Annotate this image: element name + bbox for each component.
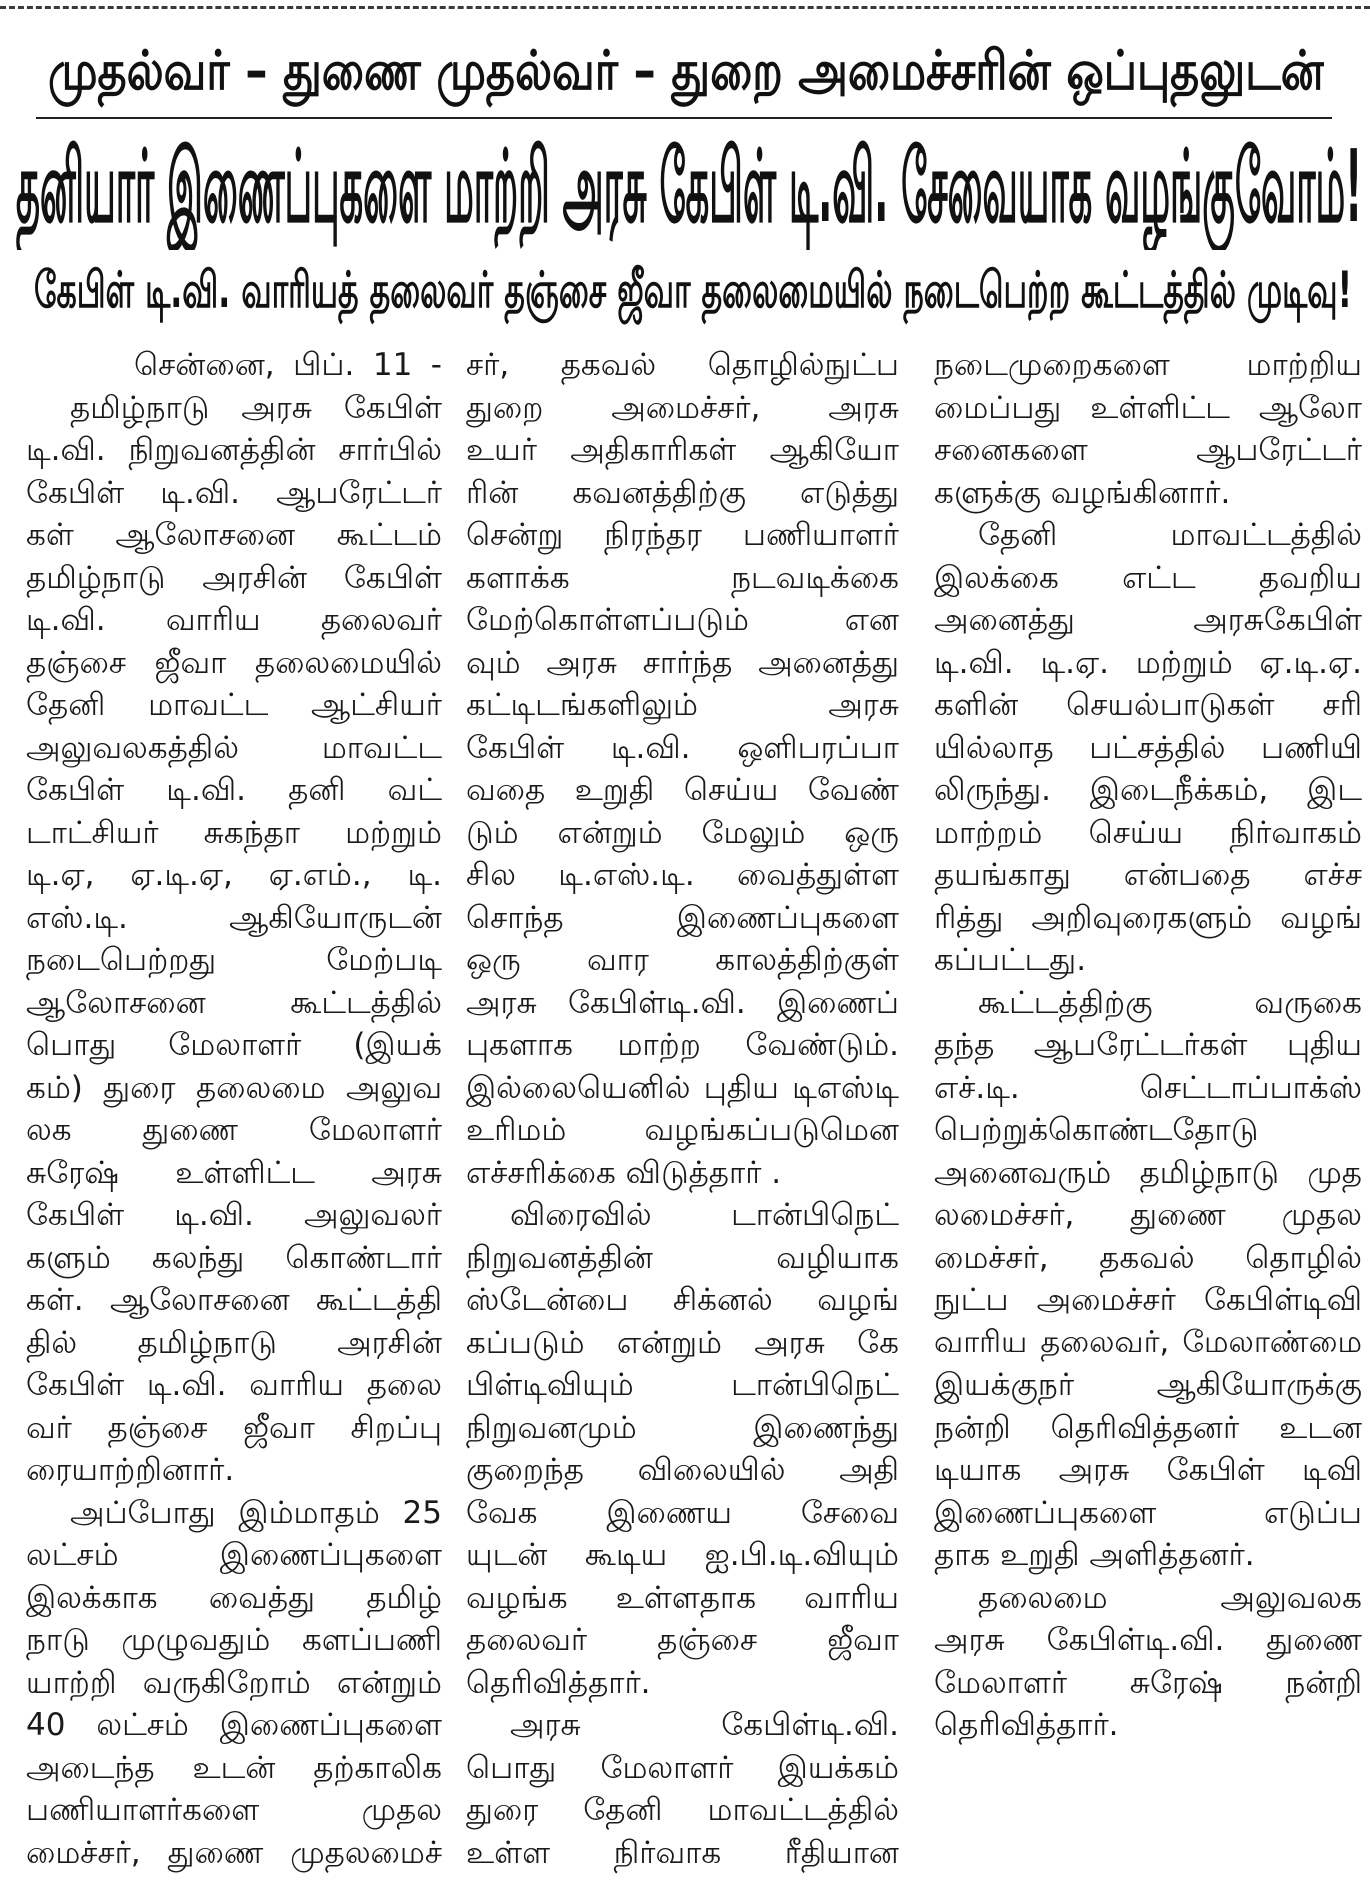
- text-line: அப்போது இம்மாதம் 25: [70, 1494, 442, 1531]
- text-line: வர் தஞ்சை ஜீவா சிறப்பு: [26, 1409, 442, 1446]
- text-line: தஞ்சை ஜீவா தலைமையில்: [26, 644, 442, 681]
- text-line: கள் ஆலோசனை கூட்டம்: [26, 517, 442, 553]
- text-line: நிறுவனத்தின் வழியாக: [466, 1239, 899, 1276]
- text-line: லமைச்சர், துணை முதல: [934, 1197, 1362, 1233]
- text-line: நுட்ப அமைச்சர் கேபிள்டிவி: [934, 1282, 1362, 1318]
- text-line: கேபிள் டி.வி. அலுவலர்: [26, 1197, 442, 1233]
- text-line: சொந்த இணைப்புகளை: [466, 899, 899, 936]
- text-line: களுக்கு வழங்கினார்.: [934, 474, 1231, 511]
- text-line: கட்டிடங்களிலும் அரசு: [466, 687, 899, 723]
- subheadline-text: கேபிள் டி.வி. வாரியத் தலைவர் தஞ்சை ஜீவா தலைமையில் நடைபெற்ற கூட்டத்தில் முடிவு!: [34, 261, 1352, 319]
- text-line: தில் தமிழ்நாடு அரசின்: [26, 1324, 442, 1361]
- text-line: ரின் கவனத்திற்கு எடுத்து: [466, 474, 899, 511]
- text-line: கப்படும் என்றும் அரசு கே: [466, 1324, 899, 1361]
- text-line: டி.வி. டி.ஏ. மற்றும் ஏ.டி.ஏ.: [934, 644, 1362, 681]
- text-line: யுடன் கூடிய ஐ.பி.டி.வியும்: [466, 1537, 899, 1573]
- kicker-text: முதல்வர் – துணை முதல்வர் – துறை அமைச்சரின் ஒப்புதலுடன்: [48, 39, 1324, 102]
- text-line: சென்று நிரந்தர பணியாளர்: [466, 517, 899, 553]
- text-line: லிருந்து. இடைநீக்கம், இட: [934, 772, 1362, 808]
- text-line: அனைவரும் தமிழ்நாடு முத: [934, 1154, 1362, 1191]
- text-line: நடைமுறைகளை மாற்றிய: [934, 347, 1362, 383]
- text-line: வாரிய தலைவர், மேலாண்மை: [934, 1324, 1362, 1360]
- text-line: நிறுவனமும் இணைந்து: [466, 1409, 899, 1446]
- text-line: லட்சம் இணைப்புகளை: [26, 1537, 442, 1573]
- text-line: இலக்கை எட்ட தவறிய: [934, 559, 1362, 596]
- text-line: டியாக அரசு கேபிள் டிவி: [934, 1452, 1362, 1488]
- headline-text: தனியார் இணைப்புகளை மாற்றி அரசு கேபிள் டி.வி. சேவையாக வழங்குவோம்!: [16, 128, 1362, 245]
- text-line: கள். ஆலோசனை கூட்டத்தி: [26, 1282, 442, 1318]
- text-line: சில டி.எஸ்.டி. வைத்துள்ள: [466, 857, 899, 893]
- text-line: தமிழ்நாடு அரசு கேபிள்: [70, 389, 442, 426]
- paragraph: [466, 1704, 899, 1874]
- text-line: அரசு கேபிள்டி.வி. இணைப்: [466, 984, 899, 1021]
- text-line: இணைப்புகளை எடுப்ப: [934, 1494, 1362, 1531]
- text-line: ரையாற்றினார்.: [26, 1452, 235, 1488]
- text-line: வும் அரசு சார்ந்த அனைத்து: [466, 644, 899, 681]
- text-line: மைப்பது உள்ளிட்ட ஆலோ: [934, 389, 1362, 426]
- text-line: லக துணை மேலாளர்: [26, 1112, 442, 1148]
- text-line: அலுவலகத்தில் மாவட்ட: [26, 729, 442, 766]
- article-column-3: [934, 344, 1362, 1880]
- paragraph: [934, 1577, 1362, 1747]
- text-line: உள்ள நிர்வாக ரீதியான: [466, 1834, 899, 1871]
- text-line: களும் கலந்து கொண்டார்: [26, 1239, 442, 1276]
- text-line: மைச்சர், துணை முதலமைச்: [26, 1834, 442, 1871]
- text-line: பொது மேலாளர் (இயக்: [26, 1027, 442, 1063]
- text-line: வேக இணைய சேவை: [466, 1494, 899, 1531]
- article-column-1: [26, 344, 442, 1880]
- paragraph: [934, 514, 1362, 982]
- text-line: அரசு கேபிள்டி.வி. துணை: [934, 1622, 1362, 1658]
- text-line: மேலாளர் சுரேஷ் நன்றி: [934, 1664, 1362, 1701]
- text-line: அனைத்து அரசுகேபிள்: [934, 602, 1362, 638]
- text-line: தாக உறுதி அளித்தனர்.: [934, 1537, 1255, 1573]
- text-line: தேனி மாவட்டத்தில்: [978, 517, 1362, 553]
- text-line: தந்த ஆபரேட்டர்கள் புதிய: [934, 1027, 1362, 1063]
- text-line: தயங்காது என்பதை எச்ச: [934, 857, 1362, 893]
- text-line: தமிழ்நாடு அரசின் கேபிள்: [26, 559, 442, 596]
- text-line: ஸ்டேன்பை சிக்னல் வழங்: [466, 1282, 899, 1318]
- text-line: பெற்றுக்கொண்டதோடு: [934, 1112, 1259, 1148]
- article-column-2: [466, 344, 899, 1880]
- text-line: தெரிவித்தார்.: [934, 1707, 1119, 1743]
- text-line: பிள்டிவியும் டான்பிநெட்: [466, 1367, 899, 1403]
- text-line: யில்லாத பட்சத்தில் பணியி: [934, 729, 1362, 766]
- text-line: எஸ்.டி. ஆகியோருடன்: [26, 899, 442, 936]
- text-line: கூட்டத்திற்கு வருகை: [978, 984, 1362, 1021]
- text-line: டி.வி. நிறுவனத்தின் சார்பில்: [26, 432, 442, 468]
- text-line: எச்.டி. செட்டாப்பாக்ஸ்: [934, 1069, 1362, 1106]
- text-line: கம்) துரை தலைமை அலுவ: [26, 1069, 442, 1106]
- paragraph: [934, 344, 1362, 514]
- kicker-rule: [36, 117, 1332, 119]
- text-line: தலைமை அலுவலக: [978, 1579, 1362, 1616]
- text-line: எச்சரிக்கை விடுத்தார் .: [466, 1154, 782, 1191]
- text-line: களின் செயல்பாடுகள் சரி: [934, 687, 1362, 723]
- text-line: குறைந்த விலையில் அதி: [466, 1452, 899, 1488]
- text-line: அரசு கேபிள்டி.வி.: [510, 1707, 899, 1743]
- paragraph: [466, 344, 899, 1194]
- text-line: துரை தேனி மாவட்டத்தில்: [466, 1792, 899, 1828]
- text-line: சுரேஷ் உள்ளிட்ட அரசு: [26, 1154, 442, 1191]
- paragraph: [934, 982, 1362, 1577]
- text-line: வதை உறுதி செய்ய வேண்: [466, 772, 899, 808]
- text-line: இயக்குநர் ஆகியோருக்கு: [934, 1367, 1362, 1403]
- text-line: யாற்றி வருகிறோம் என்றும்: [26, 1664, 442, 1701]
- text-line: டி.ஏ, ஏ.டி.ஏ, ஏ.எம்., டி.: [26, 857, 442, 893]
- text-line: விரைவில் டான்பிநெட்: [510, 1197, 899, 1233]
- text-line: சர், தகவல் தொழில்நுட்ப: [466, 347, 899, 383]
- text-line: நாடு முழுவதும் களப்பணி: [26, 1622, 442, 1658]
- paragraph: [26, 1492, 442, 1875]
- text-line: உயர் அதிகாரிகள் ஆகியோ: [466, 432, 899, 468]
- text-line: ஆலோசனை கூட்டத்தில்: [26, 984, 442, 1021]
- kicker: [48, 28, 1324, 114]
- text-line: மாற்றம் செய்ய நிர்வாகம்: [934, 814, 1362, 851]
- text-line: கேபிள் டி.வி. வாரிய தலை: [26, 1367, 442, 1403]
- text-line: களாக்க நடவடிக்கை: [466, 559, 899, 596]
- text-line: பணியாளர்களை முதல: [26, 1792, 442, 1828]
- text-line: இலக்காக வைத்து தமிழ்: [26, 1579, 442, 1616]
- text-line: உரிமம் வழங்கப்படுமென: [466, 1112, 899, 1148]
- text-line: துறை அமைச்சர், அரசு: [466, 389, 899, 426]
- text-line: டும் என்றும் மேலும் ஒரு: [466, 814, 899, 851]
- text-line: கேபிள் டி.வி. தனி வட்: [26, 772, 442, 808]
- text-line: இல்லையெனில் புதிய டிஎஸ்டி: [466, 1069, 899, 1106]
- text-line: கேபிள் டி.வி. ஆபரேட்டர்: [26, 474, 442, 511]
- dashed-cut-border: [0, 6, 1370, 9]
- subheadline: [34, 252, 1352, 328]
- text-line: தேனி மாவட்ட ஆட்சியர்: [26, 687, 442, 723]
- text-line: நடைபெற்றது மேற்படி: [26, 942, 442, 978]
- text-line: 40 லட்சம் இணைப்புகளை: [26, 1707, 442, 1743]
- text-line: அடைந்த உடன் தற்காலிக: [26, 1749, 442, 1786]
- text-line: டாட்சியர் சுகந்தா மற்றும்: [26, 814, 442, 851]
- dateline: சென்னை, பிப். 11 -: [134, 347, 442, 383]
- paragraph: [466, 1194, 899, 1704]
- headline: [16, 124, 1362, 250]
- text-line: ரித்து அறிவுரைகளும் வழங்: [934, 899, 1362, 936]
- text-line: சனைகளை ஆபரேட்டர்: [934, 432, 1362, 468]
- text-line: மைச்சர், தகவல் தொழில்: [934, 1239, 1362, 1276]
- text-line: கப்பட்டது.: [934, 942, 1087, 978]
- text-line: தெரிவித்தார்.: [466, 1664, 651, 1701]
- text-line: கேபிள் டி.வி. ஒளிபரப்பா: [466, 729, 899, 766]
- paragraph: [26, 387, 442, 1492]
- text-line: பொது மேலாளர் இயக்கம்: [466, 1749, 899, 1786]
- text-line: புகளாக மாற்ற வேண்டும்.: [466, 1027, 899, 1063]
- text-line: தலைவர் தஞ்சை ஜீவா: [466, 1622, 899, 1658]
- text-line: ஒரு வார காலத்திற்குள்: [466, 942, 899, 978]
- text-line: வழங்க உள்ளதாக வாரிய: [466, 1579, 899, 1616]
- text-line: மேற்கொள்ளப்படும் என: [466, 602, 899, 638]
- text-line: டி.வி. வாரிய தலைவர்: [26, 602, 442, 638]
- text-line: நன்றி தெரிவித்தனர் உடன: [934, 1409, 1362, 1446]
